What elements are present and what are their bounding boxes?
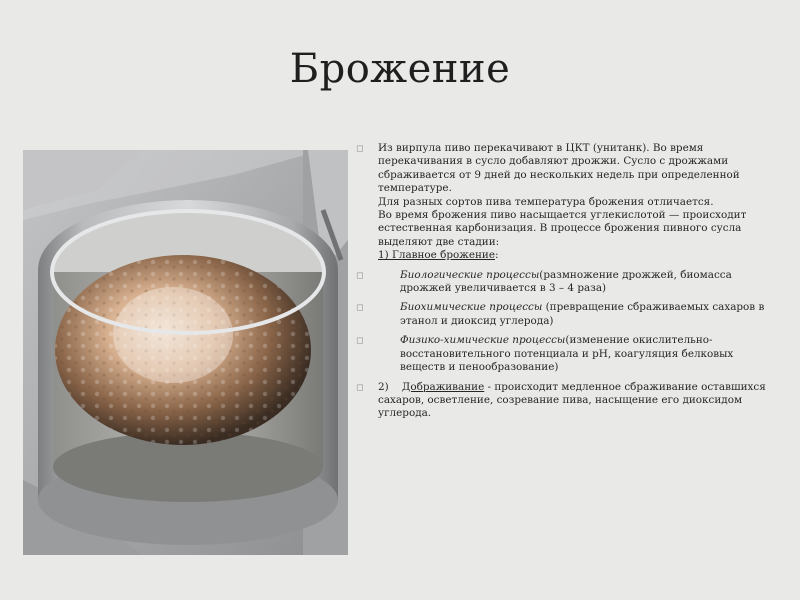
- list-item-physicochemical: [356, 334, 768, 374]
- intro-text-3: Во время брожения пиво насыщается углекислотой — происходит естественная карбонизация. В процессе брожения пивного сусла выделяют две стадии:: [378, 209, 747, 248]
- stage1-colon: :: [495, 249, 499, 262]
- hollow-square-bullet-icon: ◻: [356, 382, 364, 393]
- stage2-label: Дображивание: [401, 380, 485, 393]
- biochemical-term: Биохимические процессы: [400, 301, 543, 314]
- fermentation-tank-photo: [23, 150, 348, 555]
- slide-title: Брожение: [289, 46, 511, 92]
- physicochemical-term: Физико-химические процессы: [400, 334, 566, 347]
- stage1-label: 1) Главное брожение: [378, 249, 495, 262]
- list-item-biochemical: [356, 301, 768, 328]
- list-item-secondary-fermentation: [356, 381, 768, 421]
- stage2-text: - происходит медленное сбраживание оставшихся сахаров, осветление, созревание пива, насыщение его диоксидом углерода.: [378, 380, 766, 420]
- hollow-square-bullet-icon: ◻: [356, 270, 364, 281]
- biological-text: (размножение дрожжей, биомасса дрожжей увеличивается в 3 – 4 раза): [400, 268, 732, 295]
- biological-term: Биологические процессы: [400, 268, 540, 281]
- stage2-number: 2): [378, 380, 402, 393]
- list-item-biological: [356, 269, 768, 296]
- intro-paragraph: [356, 142, 768, 263]
- intro-text-1: Из вирпула пиво перекачивают в ЦКТ (унитанк). Во время перекачивания в сусло добавляют дрожжи. Сусло с дрожжами сбраживается от 9 дней до нескольких недель при определенной температуре.: [378, 142, 740, 195]
- intro-text-2: Для разных сортов пива температура брожения отличается.: [378, 195, 714, 208]
- hollow-square-bullet-icon: ◻: [356, 144, 364, 154]
- fermentation-tank-image: [23, 150, 348, 555]
- biochemical-text: (превращение сбраживаемых сахаров в этанол и диоксид углерода): [400, 301, 765, 327]
- slide-body-text: [356, 142, 768, 421]
- physicochemical-text: (изменение окислительно-восстановительного потенциала и pH, коагуляция белковых веществ и пенообразование): [400, 334, 734, 374]
- hollow-square-bullet-icon: ◻: [356, 336, 364, 347]
- hollow-square-bullet-icon: ◻: [356, 303, 364, 314]
